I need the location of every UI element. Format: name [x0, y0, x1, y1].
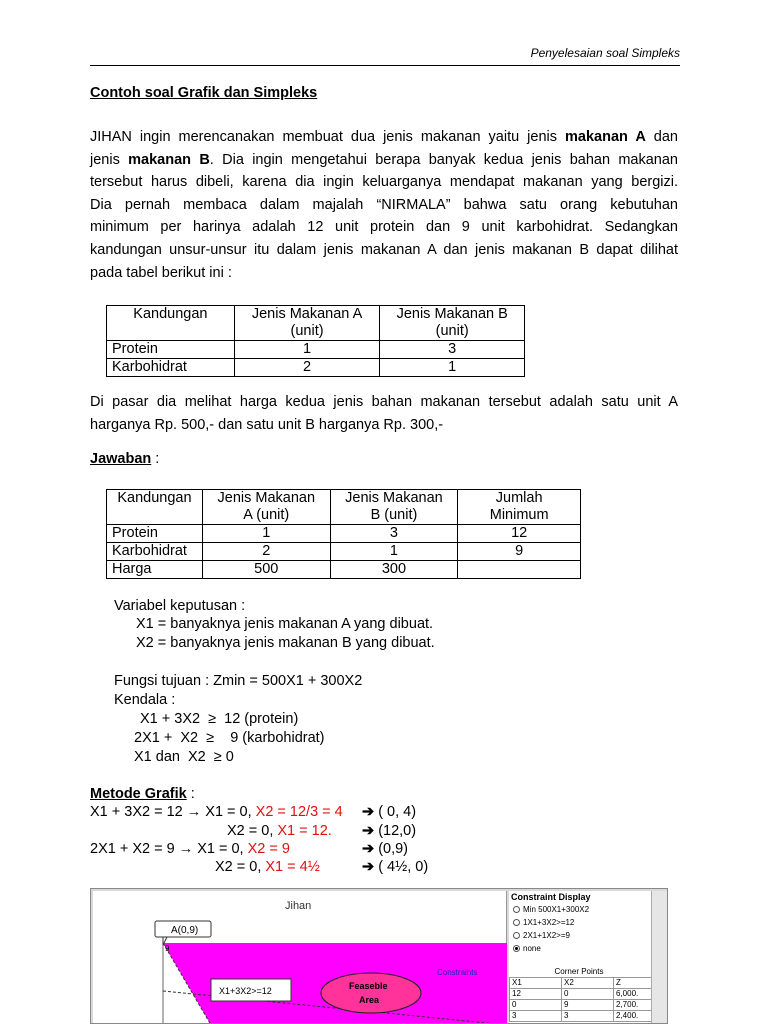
table-header-cell: Kandungan	[107, 490, 203, 525]
graph-plot-area	[93, 891, 507, 1024]
grafik-line-1: X1 + 3X2 = 12 → X1 = 0, X2 = 12/3 = 4	[90, 804, 343, 820]
answer-table	[106, 489, 581, 579]
table-cell: 1	[330, 543, 458, 561]
table-row	[107, 525, 581, 543]
constraint-nonnegative: X1 dan X2 ≥ 0	[134, 749, 234, 765]
table-cell: 3	[380, 341, 525, 359]
table-cell: Karbohidrat	[107, 359, 235, 377]
table-header-cell: Jenis Makanan B (unit)	[380, 306, 525, 341]
table-row	[510, 989, 666, 1000]
table-cell: Protein	[107, 525, 203, 543]
table-cell: 0	[562, 989, 614, 1000]
table-cell: 1	[202, 525, 330, 543]
radio-icon[interactable]	[513, 919, 520, 926]
bold-arrow-icon: ➔	[362, 841, 375, 857]
constraint-karbohidrat: 2X1 + X2 ≥ 9 (karbohidrat)	[134, 730, 325, 746]
table-row	[107, 359, 525, 377]
bold-arrow-icon: ➔	[362, 859, 375, 875]
table-row	[107, 561, 581, 579]
table-row	[510, 1000, 666, 1011]
bold-arrow-icon: ➔	[362, 804, 375, 820]
intro-paragraph	[90, 126, 678, 284]
constraint-display-panel	[509, 891, 667, 1024]
table-header-cell: Jumlah Minimum	[458, 490, 581, 525]
radio-option-carb[interactable]: 2X1+1X2>=9	[513, 931, 570, 940]
radio-option-protein[interactable]: 1X1+3X2>=12	[513, 918, 574, 927]
variable-x2: X2 = banyaknya jenis makanan B yang dibuat.	[136, 635, 435, 651]
table-header-cell: Jenis Makanan A (unit)	[202, 490, 330, 525]
header-text: Penyelesaian soal Simpleks	[530, 46, 680, 60]
intro-line-4: Dia pernah membaca dalam majalah “NIRMALA” bahwa satu orang kebutuhan	[90, 196, 678, 213]
bold-arrow-icon: ➔	[362, 823, 375, 839]
objective-function: Fungsi tujuan : Zmin = 500X1 + 300X2	[114, 673, 363, 689]
grafik-result-4: ➔ ( 4½, 0)	[362, 859, 429, 875]
intro-line-1: JIHAN ingin merencanakan membuat dua jenis makanan yaitu jenis makanan A dan	[90, 129, 678, 145]
constraint-callout-label: X1+3X2>=12	[219, 986, 272, 996]
grafik-result-1: ➔ ( 0, 4)	[362, 804, 417, 820]
axis-tick-9: 9	[165, 944, 170, 953]
table-cell: Protein	[107, 341, 235, 359]
intro-line-6: kandungan unsur-unsur itu dalam jenis makanan A dan jenis makanan B dapat dilihat	[90, 241, 678, 258]
table-cell: 12	[510, 989, 562, 1000]
table-row	[510, 1011, 666, 1022]
table-cell: 1	[380, 359, 525, 377]
table-cell: 9	[562, 1000, 614, 1011]
table-cell: 2	[202, 543, 330, 561]
panel-title: Constraint Display	[511, 892, 591, 902]
table-cell: Harga	[107, 561, 203, 579]
table-cell: 500	[202, 561, 330, 579]
table-header-cell: X1	[510, 978, 562, 989]
graph-svg	[93, 891, 507, 1024]
table-cell: 0	[510, 1000, 562, 1011]
table-cell: 2,700.	[614, 1000, 666, 1011]
intro-line-5: minimum per harinya adalah 12 unit protein dan 9 unit karbohidrat. Sedangkan	[90, 219, 678, 236]
price-line-2: harganya Rp. 500,- dan satu unit B harganya Rp. 300,-	[90, 416, 444, 433]
table-cell: 9	[458, 543, 581, 561]
radio-icon[interactable]	[513, 906, 520, 913]
table-cell: 300	[330, 561, 458, 579]
table-row	[510, 978, 666, 989]
radio-icon[interactable]	[513, 932, 520, 939]
nutrition-table	[106, 305, 525, 377]
table-row	[107, 543, 581, 561]
price-line-1: Di pasar dia melihat harga kedua jenis bahan makanan tersebut adalah satu unit A	[90, 394, 678, 410]
radio-selected-icon[interactable]	[513, 945, 520, 952]
grafik-result-2: ➔ (12,0)	[362, 823, 417, 839]
radio-option-none[interactable]: none	[513, 944, 541, 953]
corner-points-title: Corner Points	[554, 967, 604, 976]
intro-line-3: tersebut harus dibeli, karena dia ingin keluarganya mendapat makanan yang bergizi.	[90, 174, 678, 191]
makanan-a-bold: makanan A	[565, 129, 646, 145]
table-cell: 2,400.	[614, 1011, 666, 1022]
table-header-cell: Z	[614, 978, 666, 989]
feasible-label-2: Area	[359, 995, 380, 1005]
software-screenshot	[90, 888, 668, 1024]
table-cell: 6,000.	[614, 989, 666, 1000]
variables-heading: Variabel keputusan :	[114, 598, 246, 614]
table-row	[107, 490, 581, 525]
table-row	[107, 306, 525, 341]
plot-title: Jihan	[285, 900, 312, 912]
arrow-icon: →	[186, 804, 202, 820]
grafik-result-3: ➔ (0,9)	[362, 841, 409, 857]
table-cell: Karbohidrat	[107, 543, 203, 561]
intro-line-2: jenis makanan B. Dia ingin mengetahui berapa banyak kedua jenis bahan makanan	[90, 151, 678, 168]
jawaban-heading: Jawaban :	[90, 451, 160, 467]
grafik-heading: Metode Grafik :	[90, 786, 195, 802]
table-row	[107, 341, 525, 359]
feasible-cloud-shape	[321, 973, 421, 1013]
table-cell: 1	[234, 341, 380, 359]
grafik-line-3: 2X1 + X2 = 9 → X1 = 0, X2 = 9	[90, 841, 290, 857]
table-cell	[458, 561, 581, 579]
grafik-line-4: X2 = 0, X1 = 4½	[215, 859, 320, 875]
section-title: Contoh soal Grafik dan Simpleks	[90, 85, 318, 101]
grafik-line-2: X2 = 0, X1 = 12.	[227, 823, 332, 839]
corner-points-table	[509, 977, 666, 1022]
radio-option-objective[interactable]: Min 500X1+300X2	[513, 905, 589, 914]
table-cell: 3	[562, 1011, 614, 1022]
feasible-label-1: Feaseble	[349, 981, 388, 991]
makanan-b-bold: makanan B	[128, 151, 210, 168]
intro-line-7: pada tabel berikut ini :	[90, 264, 232, 281]
table-cell: 3	[510, 1011, 562, 1022]
table-header-cell: Jenis Makanan B (unit)	[330, 490, 458, 525]
page-header	[90, 44, 680, 66]
constraint-protein: X1 + 3X2 ≥ 12 (protein)	[140, 711, 299, 727]
constraints-heading: Kendala :	[114, 692, 176, 708]
point-a-label: A(0,9)	[171, 925, 199, 936]
variable-x1: X1 = banyaknya jenis makanan A yang dibuat.	[136, 616, 434, 632]
table-header-cell: Kandungan	[107, 306, 235, 341]
table-cell: 3	[330, 525, 458, 543]
arrow-icon: →	[178, 841, 194, 857]
panel-scrollbar[interactable]	[651, 891, 667, 1024]
constraints-link[interactable]: Constraints	[437, 968, 478, 977]
table-header-cell: X2	[562, 978, 614, 989]
price-paragraph	[90, 391, 678, 436]
table-cell: 2	[234, 359, 380, 377]
table-header-cell: Jenis Makanan A (unit)	[234, 306, 380, 341]
table-cell: 12	[458, 525, 581, 543]
